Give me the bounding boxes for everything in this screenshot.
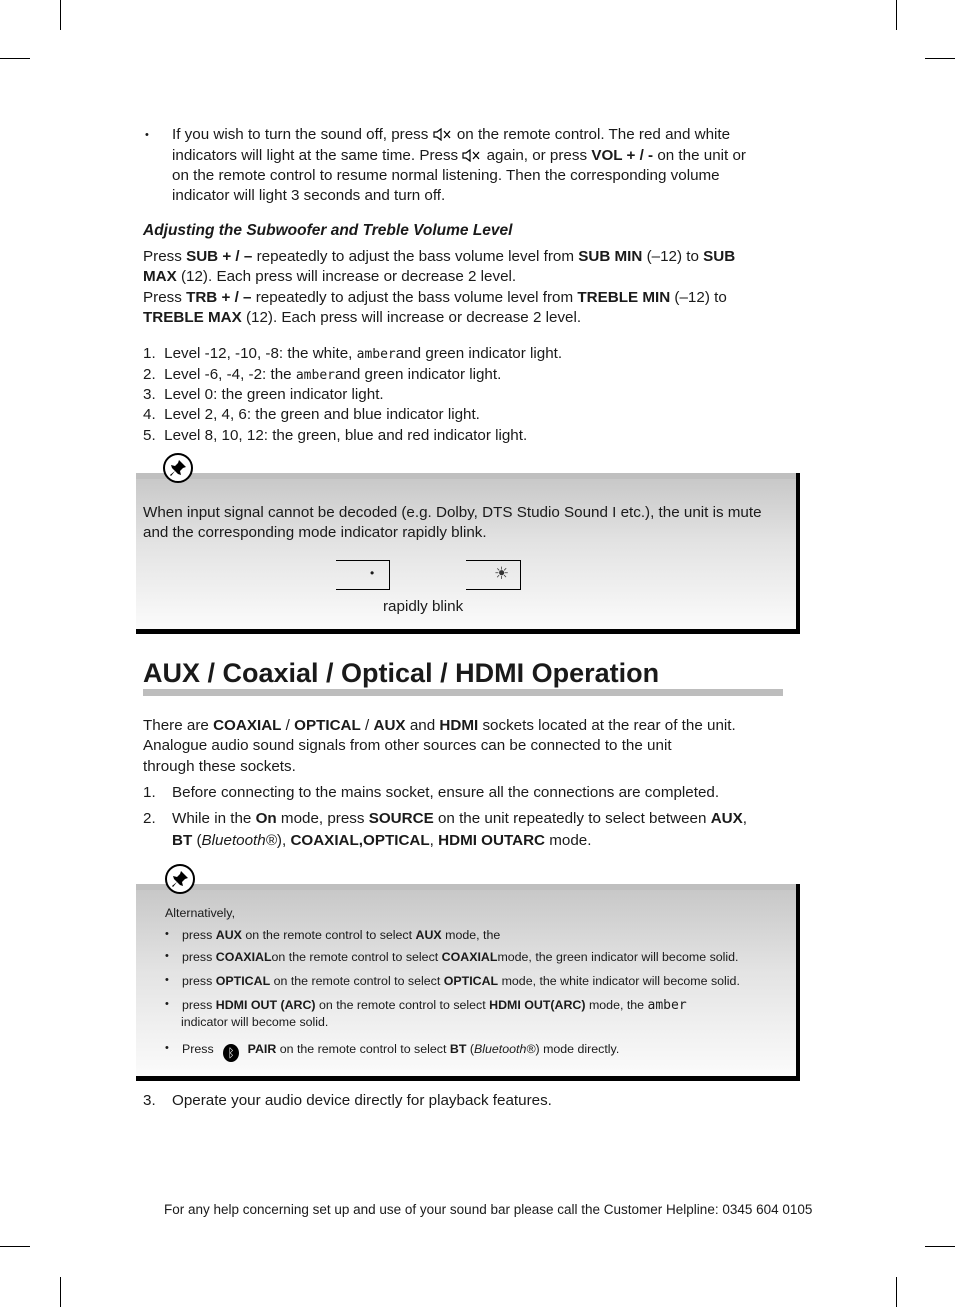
crop-mark xyxy=(896,0,897,30)
crop-mark xyxy=(896,1277,897,1307)
bullet-dot: • xyxy=(165,998,169,1010)
crop-mark xyxy=(0,1246,30,1247)
bullet-dot: • xyxy=(165,1042,169,1054)
section-heading-aux: AUX / Coaxial / Optical / HDMI Operation xyxy=(143,658,660,688)
bluetooth-icon: ᛒ xyxy=(223,1044,239,1062)
note-box-alternatives xyxy=(136,884,800,1081)
step-3-text: Operate your audio device directly for playback features. xyxy=(172,1092,552,1109)
step-2-number: 2. xyxy=(143,810,156,827)
crop-mark xyxy=(60,0,61,30)
alt-item-optical: press OPTICAL on the remote control to select OPTICAL mode, the white indicator will become solid. xyxy=(182,974,740,988)
led-indicator-blinking xyxy=(466,560,521,590)
crop-mark xyxy=(60,1277,61,1307)
alt-item-pair: Press ᛒ PAIR on the remote control to select BT (Bluetooth®) mode directly. xyxy=(182,1042,620,1060)
aux-intro-line-1: There are COAXIAL / OPTICAL / AUX and HDMI sockets located at the rear of the unit. xyxy=(143,717,736,734)
bullet-dot: • xyxy=(165,950,169,962)
sub-line-1: Press SUB + / – repeatedly to adjust the bass volume level from SUB MIN (–12) to SUB xyxy=(143,248,736,265)
level-item: 1. Level -12, -10, -8: the white, amberand green indicator light. xyxy=(143,345,563,362)
mute-instruction-line-2: indicators will light at the same time. Press again, or press VOL + / - on the unit or xyxy=(172,146,746,169)
blink-icon: ☀ xyxy=(494,564,510,583)
treble-line-1: Press TRB + / – repeatedly to adjust the bass volume level from TREBLE MIN (–12) to xyxy=(143,289,727,306)
note-top-rule xyxy=(136,884,796,890)
note-text-line-1: When input signal cannot be decoded (e.g. Dolby, DTS Studio Sound I etc.), the unit is mute xyxy=(143,504,762,521)
level-item: 4. Level 2, 4, 6: the green and blue indicator light. xyxy=(143,406,480,423)
level-item: 2. Level -6, -4, -2: the amberand green indicator light. xyxy=(143,366,502,383)
step-2-text-line-1: While in the On mode, press SOURCE on the unit repeatedly to select between AUX, xyxy=(172,810,747,827)
note-box-decode xyxy=(136,473,800,634)
bullet-dot: • xyxy=(165,974,169,986)
step-3-number: 3. xyxy=(143,1092,156,1109)
level-item: 3. Level 0: the green indicator light. xyxy=(143,386,384,403)
crop-mark xyxy=(925,58,955,59)
led-indicator-steady: • xyxy=(336,560,390,590)
aux-intro-line-2: Analogue audio sound signals from other sources can be connected to the unit xyxy=(143,737,672,754)
crop-mark xyxy=(925,1246,955,1247)
note-text-line-2: and the corresponding mode indicator rapidly blink. xyxy=(143,524,487,541)
alt-item-coaxial: press COAXIALon the remote control to select COAXIALmode, the green indicator will become solid. xyxy=(182,950,739,964)
alt-item-hdmi: press HDMI OUT (ARC) on the remote control to select HDMI OUT(ARC) mode, the amber xyxy=(182,998,687,1013)
sub-line-2: MAX (12). Each press will increase or decrease 2 level. xyxy=(143,268,517,285)
mute-instruction-line-4: indicator will light 3 seconds and turn off. xyxy=(172,187,446,204)
step-2-text-line-2: BT (Bluetooth®), COAXIAL,OPTICAL, HDMI OUTARC mode. xyxy=(172,832,592,849)
alt-item-hdmi-cont: indicator will become solid. xyxy=(181,1015,329,1029)
mute-instruction-line-3: on the remote control to resume normal listening. Then the corresponding volume xyxy=(172,167,720,184)
aux-intro-line-3: through these sockets. xyxy=(143,758,296,775)
step-1-text: Before connecting to the mains socket, ensure all the connections are completed. xyxy=(172,784,720,801)
mute-instruction-line-1: If you wish to turn the sound off, press on the remote control. The red and white xyxy=(172,125,730,148)
section-heading-sub-treble: Adjusting the Subwoofer and Treble Volume Level xyxy=(143,222,513,239)
crop-mark xyxy=(0,58,30,59)
mute-icon xyxy=(433,127,453,148)
bullet-dot: • xyxy=(145,129,149,141)
pin-icon xyxy=(165,864,195,894)
footer-helpline: For any help concerning set up and use of your sound bar please call the Customer Helpline: 0345 604 0105 xyxy=(164,1202,813,1217)
pin-icon xyxy=(163,453,193,483)
alt-item-aux: press AUX on the remote control to select AUX mode, the xyxy=(182,928,501,942)
treble-line-2: TREBLE MAX (12). Each press will increase or decrease 2 level. xyxy=(143,309,582,326)
alternatively-label: Alternatively, xyxy=(165,906,236,920)
vol-key: VOL + / - xyxy=(591,147,654,164)
bullet-dot: • xyxy=(165,928,169,940)
note-top-rule xyxy=(136,473,796,479)
heading-underline xyxy=(143,689,783,696)
level-item: 5. Level 8, 10, 12: the green, blue and red indicator light. xyxy=(143,427,528,444)
blink-caption: rapidly blink xyxy=(383,598,464,615)
step-1-number: 1. xyxy=(143,784,156,801)
